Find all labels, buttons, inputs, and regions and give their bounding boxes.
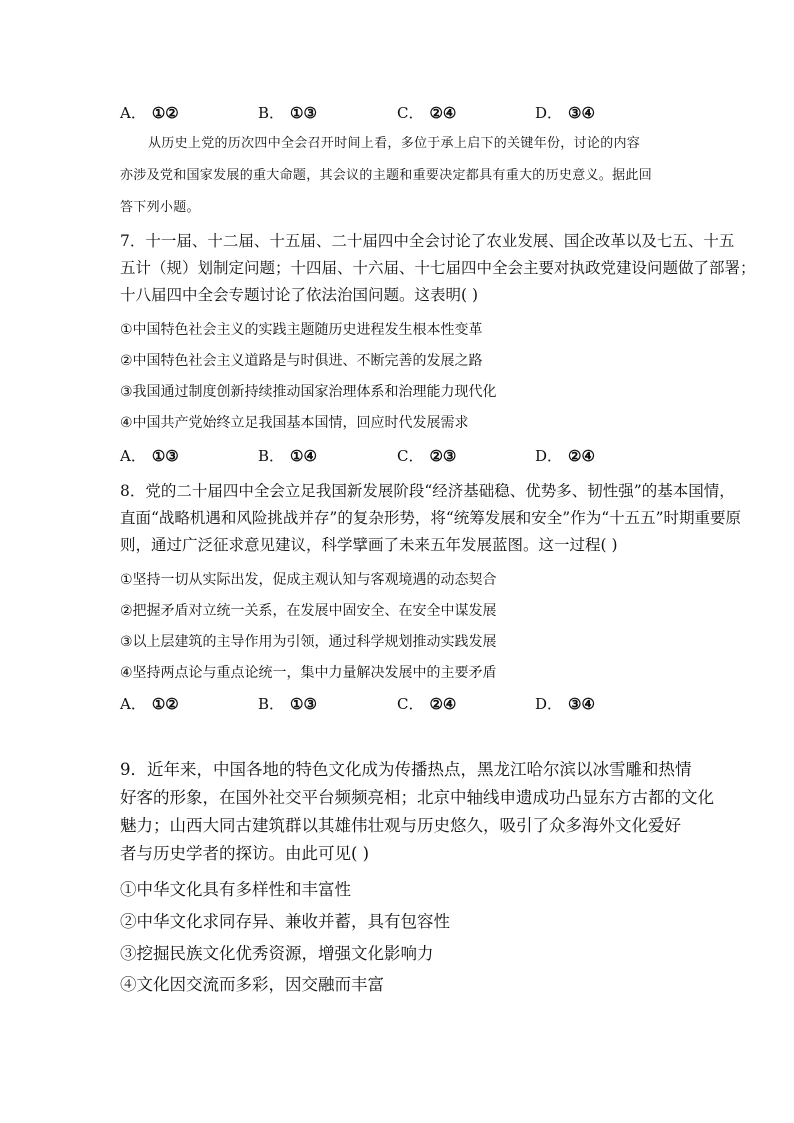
choice-b[interactable] xyxy=(258,103,317,123)
q8-choice-c[interactable] xyxy=(397,694,456,714)
q8-choice-a[interactable] xyxy=(120,694,179,714)
choice-value: ①④ xyxy=(290,447,317,465)
choice-c[interactable] xyxy=(397,103,456,123)
choice-key: A． xyxy=(120,447,146,465)
choice-value: ③④ xyxy=(568,104,595,122)
choice-key: A． xyxy=(120,104,146,122)
q7-choice-b[interactable] xyxy=(258,446,317,466)
q9-stem-line: 者与历史学者的探访。由此可见( ) xyxy=(120,844,370,863)
choice-key: D． xyxy=(535,447,563,465)
q9-option-item: ①中华文化具有多样性和丰富性 xyxy=(120,880,351,899)
q7-option-item: ②中国特色社会主义道路是与时俱进、不断完善的发展之路 xyxy=(120,353,483,369)
q9-option-item: ③挖掘民族文化优秀资源，增强文化影响力 xyxy=(120,944,434,963)
q8-stem-line: 8．党的二十届四中全会立足我国新发展阶段“经济基础稳、优势多、韧性强”的基本国情， xyxy=(120,482,735,500)
choice-value: ②④ xyxy=(429,104,457,122)
choice-key: C． xyxy=(397,447,424,465)
q8-option-item: ②把握矛盾对立统一关系，在发展中固安全、在安全中谋发展 xyxy=(120,603,497,619)
choice-key: B． xyxy=(258,104,285,122)
choice-key: D． xyxy=(535,695,563,713)
q7-stem-line: 五计（规）划制定问题；十四届、十六届、十七届四中全会主要对执政党建设问题做了部署； xyxy=(120,259,756,277)
choice-key: C． xyxy=(397,695,424,713)
q7-stem-line: 十八届四中全会专题讨论了依法治国问题。这表明( ) xyxy=(120,286,479,304)
choice-value: ①③ xyxy=(290,695,317,713)
q9-stem-line: 魅力；山西大同古建筑群以其雄伟壮观与历史悠久，吸引了众多海外文化爱好 xyxy=(120,816,681,835)
q7-option-item: ④中国共产党始终立足我国基本国情，回应时代发展需求 xyxy=(120,415,469,431)
q8-option-item: ③以上层建筑的主导作用为引领，通过科学规划推动实践发展 xyxy=(120,634,497,650)
q8-choice-b[interactable] xyxy=(258,694,317,714)
q8-choice-d[interactable] xyxy=(535,694,595,714)
q8-stem-line: 则，通过广泛征求意见建议，科学擘画了未来五年发展蓝图。这一过程( ) xyxy=(120,536,618,554)
choice-value: ①② xyxy=(151,695,179,713)
choice-key: B． xyxy=(258,447,285,465)
choice-value: ①③ xyxy=(290,104,317,122)
choice-value: ③④ xyxy=(568,695,595,713)
q7-stem-line: 7．十一届、十二届、十五届、二十届四中全会讨论了农业发展、国企改革以及七五、十五 xyxy=(120,232,735,250)
q7-option-item: ③我国通过制度创新持续推动国家治理体系和治理能力现代化 xyxy=(120,384,497,400)
q8-option-item: ④坚持两点论与重点论统一，集中力量解决发展中的主要矛盾 xyxy=(120,665,497,681)
q7-choice-c[interactable] xyxy=(397,446,456,466)
choice-key: B． xyxy=(258,695,285,713)
choice-key: D． xyxy=(535,104,563,122)
choice-value: ①③ xyxy=(151,447,179,465)
q7-option-item: ①中国特色社会主义的实践主题随历史进程发生根本性变革 xyxy=(120,322,483,338)
passage-line: 答下列小题。 xyxy=(120,200,200,215)
choice-value: ①② xyxy=(151,104,179,122)
choice-value: ②④ xyxy=(568,447,595,465)
choice-value: ②④ xyxy=(429,695,457,713)
passage-line: 从历史上党的历次四中全会召开时间上看，多位于承上启下的关键年份，讨论的内容 xyxy=(148,136,641,151)
q8-option-item: ①坚持一切从实际出发，促成主观认知与客观境遇的动态契合 xyxy=(120,572,497,588)
q7-choice-d[interactable] xyxy=(535,446,595,466)
q9-stem-line: 好客的形象，在国外社交平台频频亮相；北京中轴线申遗成功凸显东方古都的文化 xyxy=(120,788,714,807)
passage-line: 亦涉及党和国家发展的重大命题，其会议的主题和重要决定都具有重大的历史意义。据此回 xyxy=(120,168,653,183)
q9-option-item: ④文化因交流而多彩，因交融而丰富 xyxy=(120,975,384,994)
q8-stem-line: 直面“战略机遇和风险挑战并存”的复杂形势，将“统筹发展和安全”作为“十五五”时期重要原 xyxy=(120,509,742,527)
choice-value: ②③ xyxy=(429,447,457,465)
choice-key: C． xyxy=(397,104,424,122)
choice-a[interactable] xyxy=(120,103,179,123)
q7-choice-a[interactable] xyxy=(120,446,179,466)
q9-stem-line: 9．近年来，中国各地的特色文化成为传播热点，黑龙江哈尔滨以冰雪雕和热情 xyxy=(120,760,692,779)
choice-d[interactable] xyxy=(535,103,595,123)
choice-key: A． xyxy=(120,695,146,713)
q9-option-item: ②中华文化求同存异、兼收并蓄，具有包容性 xyxy=(120,912,450,931)
